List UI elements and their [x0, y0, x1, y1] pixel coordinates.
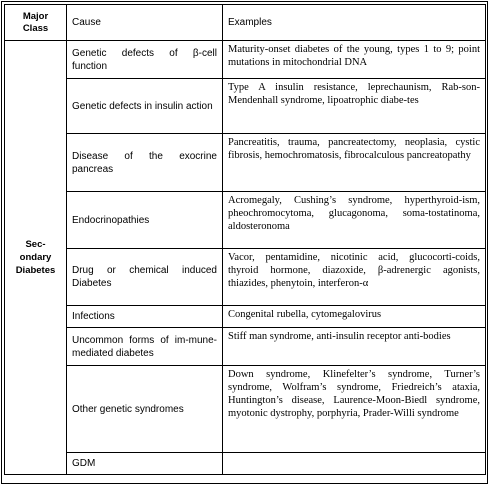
table-row	[5, 41, 486, 79]
table-header-row	[5, 5, 486, 41]
examples-cell	[223, 453, 486, 475]
table-row	[5, 249, 486, 306]
secondary-diabetes-table	[4, 4, 486, 475]
header-major-class: Major Class	[5, 5, 67, 41]
table-row	[5, 79, 486, 134]
table-row	[5, 192, 486, 249]
table-row	[5, 306, 486, 328]
table-row	[5, 453, 486, 475]
header-examples: Examples	[223, 5, 486, 41]
examples-cell: Down syndrome, Klinefelter’s syndrome, Turner’s syndrome, Wolfram’s syndrome, Friedreich’s ataxia, Huntington’s disease, Laurence-Moon-Biedl syndrome, myotonic dystrophy, porphyria, Prader-Willi syndrome	[223, 366, 486, 453]
table-row	[5, 366, 486, 453]
table-row	[5, 328, 486, 366]
cause-cell: Other genetic syndromes	[67, 366, 223, 453]
major-class-cell: Sec-ondary Diabetes	[5, 41, 67, 475]
cause-cell: Genetic defects in insulin action	[67, 79, 223, 134]
header-cause: Cause	[67, 5, 223, 41]
cause-cell: Infections	[67, 306, 223, 328]
examples-cell: Acromegaly, Cushing’s syndrome, hyperthyroid-ism, pheochromocytoma, glucagonoma, soma-tostatinoma, aldosteronoma	[223, 192, 486, 249]
table-row	[5, 134, 486, 192]
cause-cell: Genetic defects of β-cell function	[67, 41, 223, 79]
examples-cell: Type A insulin resistance, leprechaunism, Rab-son-Mendenhall syndrome, lipoatrophic diabe-tes	[223, 79, 486, 134]
examples-cell: Stiff man syndrome, anti-insulin receptor anti-bodies	[223, 328, 486, 366]
cause-cell: GDM	[67, 453, 223, 475]
cause-cell: Drug or chemical induced Diabetes	[67, 249, 223, 306]
cause-cell: Uncommon forms of im-mune-mediated diabetes	[67, 328, 223, 366]
examples-cell: Vacor, pentamidine, nicotinic acid, glucocorti-coids, thyroid hormone, diazoxide, β-adrenergic agonists, thiazides, phenytoin, interferon-α	[223, 249, 486, 306]
examples-cell: Maturity-onset diabetes of the young, types 1 to 9; point mutations in mitochondrial DNA	[223, 41, 486, 79]
examples-cell: Pancreatitis, trauma, pancreatectomy, neoplasia, cystic fibrosis, hemochromatosis, fibrocalculous pancreatopathy	[223, 134, 486, 192]
examples-cell: Congenital rubella, cytomegalovirus	[223, 306, 486, 328]
cause-cell: Endocrinopathies	[67, 192, 223, 249]
cause-cell: Disease of the exocrine pancreas	[67, 134, 223, 192]
